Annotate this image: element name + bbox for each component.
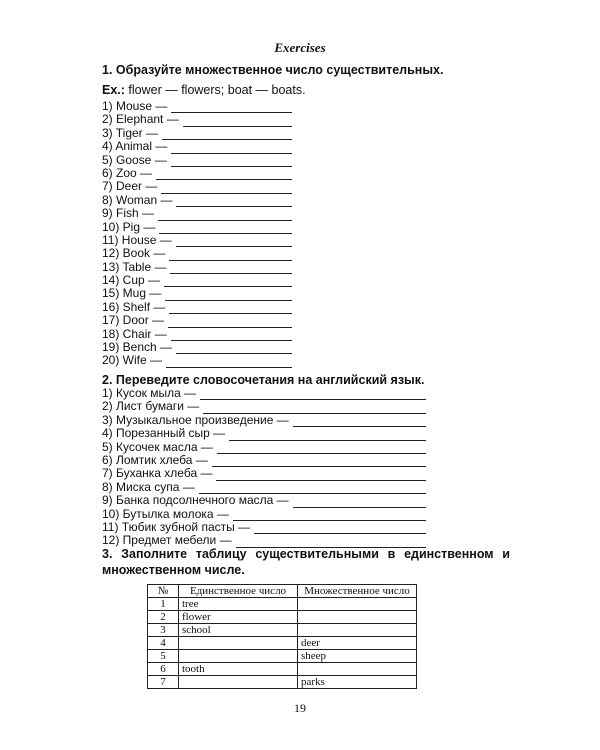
row-number-cell: 5 — [148, 650, 179, 663]
list-item — [102, 427, 426, 440]
item-label: 1) Кусок мыла — — [102, 385, 197, 400]
answer-line[interactable] — [293, 416, 426, 427]
answer-line[interactable] — [176, 196, 292, 207]
list-item — [102, 221, 292, 234]
answer-line[interactable] — [176, 236, 292, 247]
page-title: Exercises — [274, 40, 326, 55]
list-item — [102, 414, 426, 427]
answer-line[interactable] — [171, 330, 292, 341]
singular-cell[interactable] — [179, 637, 298, 650]
column-header: № — [148, 585, 179, 598]
list-item — [102, 328, 292, 341]
example-text: flower — flowers; boat — boats. — [124, 83, 306, 97]
example-label: Ex.: — [102, 83, 125, 97]
item-label: 20) Wife — — [102, 353, 163, 368]
item-label: 6) Ломтик хлеба — — [102, 452, 208, 467]
item-label: 2) Лист бумаги — — [102, 399, 200, 414]
answer-line[interactable] — [217, 443, 426, 454]
list-item — [102, 508, 426, 521]
list-item — [102, 314, 292, 327]
plural-cell[interactable]: sheep — [298, 650, 417, 663]
answer-line[interactable] — [159, 223, 292, 234]
list-item — [102, 100, 292, 113]
answer-line[interactable] — [164, 276, 292, 287]
list-item — [102, 247, 292, 260]
exercise-3-heading: 3. Заполните таблицу существительными в единственном и множественном числе. — [102, 547, 510, 577]
answer-line[interactable] — [254, 523, 426, 534]
item-label: 3) Tiger — — [102, 125, 159, 140]
answer-line[interactable] — [166, 357, 292, 368]
list-item — [102, 400, 426, 413]
list-item — [102, 521, 426, 534]
answer-line[interactable] — [169, 250, 292, 261]
plural-cell[interactable]: deer — [298, 637, 417, 650]
page-number: 19 — [294, 701, 306, 715]
list-item — [102, 113, 292, 126]
list-item — [102, 454, 426, 467]
row-number-cell: 6 — [148, 663, 179, 676]
table-header-row — [148, 585, 417, 598]
exercise-1-example — [102, 83, 306, 97]
item-label: 3) Музыкальное произведение — — [102, 412, 289, 427]
answer-line[interactable] — [233, 510, 426, 521]
row-number-cell: 2 — [148, 611, 179, 624]
answer-line[interactable] — [183, 116, 292, 127]
plural-cell[interactable]: parks — [298, 676, 417, 689]
list-item — [102, 387, 426, 400]
plural-cell[interactable] — [298, 598, 417, 611]
item-label: 12) Book — — [102, 246, 166, 261]
item-label: 8) Миска супа — — [102, 479, 195, 494]
table-row — [148, 637, 417, 650]
item-label: 14) Cup — — [102, 273, 161, 288]
list-item — [102, 140, 292, 153]
answer-line[interactable] — [216, 470, 426, 481]
item-label: 10) Бутылка молока — — [102, 506, 229, 521]
answer-line[interactable] — [212, 456, 426, 467]
singular-cell[interactable] — [179, 676, 298, 689]
list-item — [102, 494, 426, 507]
item-label: 6) Zoo — — [102, 165, 153, 180]
item-label: 9) Fish — — [102, 206, 155, 221]
table-row — [148, 663, 417, 676]
exercise-2-heading: 2. Переведите словосочетания на английский язык. — [102, 373, 425, 387]
exercise-1-list — [102, 100, 292, 368]
table-row — [148, 611, 417, 624]
plural-cell[interactable] — [298, 611, 417, 624]
item-label: 11) Тюбик зубной пасты — — [102, 519, 251, 534]
exercise-2-list — [102, 387, 426, 548]
list-item — [102, 180, 292, 193]
list-item — [102, 234, 292, 247]
list-item — [102, 127, 292, 140]
table-row — [148, 598, 417, 611]
item-label: 10) Pig — — [102, 219, 156, 234]
answer-line[interactable] — [156, 169, 292, 180]
exercise-1-heading: 1. Образуйте множественное число существительных. — [102, 63, 444, 77]
list-item — [102, 467, 426, 480]
list-item — [102, 341, 292, 354]
answer-line[interactable] — [171, 156, 292, 167]
row-number-cell: 3 — [148, 624, 179, 637]
item-label: 2) Elephant — — [102, 112, 179, 127]
item-label: 11) House — — [102, 232, 172, 247]
item-label: 8) Woman — — [102, 192, 173, 207]
answer-line[interactable] — [161, 183, 292, 194]
noun-table — [147, 584, 417, 689]
list-item — [102, 301, 292, 314]
list-item — [102, 207, 292, 220]
list-item — [102, 354, 292, 367]
item-label: 7) Буханка хлеба — — [102, 466, 213, 481]
row-number-cell: 1 — [148, 598, 179, 611]
plural-cell[interactable] — [298, 663, 417, 676]
singular-cell[interactable]: tooth — [179, 663, 298, 676]
item-label: 19) Bench — — [102, 340, 173, 355]
item-label: 15) Mug — — [102, 286, 162, 301]
singular-cell[interactable] — [179, 650, 298, 663]
answer-line[interactable] — [170, 263, 292, 274]
answer-line[interactable] — [171, 102, 292, 113]
answer-line[interactable] — [176, 343, 292, 354]
list-item — [102, 154, 292, 167]
answer-line[interactable] — [200, 389, 426, 400]
answer-line[interactable] — [293, 497, 426, 508]
answer-line[interactable] — [168, 317, 292, 328]
answer-line[interactable] — [169, 303, 292, 314]
item-label: 9) Банка подсолнечного масла — — [102, 493, 289, 508]
item-label: 5) Goose — — [102, 152, 167, 167]
row-number-cell: 4 — [148, 637, 179, 650]
list-item — [102, 261, 292, 274]
item-label: 5) Кусочек масла — — [102, 439, 213, 454]
answer-line[interactable] — [171, 143, 292, 154]
item-label: 12) Предмет мебели — — [102, 533, 232, 548]
list-item — [102, 287, 292, 300]
column-header: Множественное число — [298, 585, 417, 598]
table-row — [148, 624, 417, 637]
answer-line[interactable] — [158, 210, 292, 221]
item-label: 17) Door — — [102, 313, 165, 328]
singular-cell[interactable]: tree — [179, 598, 298, 611]
list-item — [102, 274, 292, 287]
column-header: Единственное число — [179, 585, 298, 598]
item-label: 13) Table — — [102, 259, 167, 274]
table-row — [148, 650, 417, 663]
plural-cell[interactable] — [298, 624, 417, 637]
answer-line[interactable] — [165, 290, 292, 301]
item-label: 7) Deer — — [102, 179, 158, 194]
list-item — [102, 441, 426, 454]
item-label: 16) Shelf — — [102, 299, 166, 314]
answer-line[interactable] — [229, 430, 426, 441]
item-label: 4) Animal — — [102, 139, 168, 154]
list-item — [102, 194, 292, 207]
list-item — [102, 167, 292, 180]
answer-line[interactable] — [162, 129, 292, 140]
row-number-cell: 7 — [148, 676, 179, 689]
item-label: 4) Порезанный сыр — — [102, 426, 226, 441]
item-label: 1) Mouse — — [102, 98, 168, 113]
singular-cell[interactable]: school — [179, 624, 298, 637]
item-label: 18) Chair — — [102, 326, 167, 341]
list-item — [102, 481, 426, 494]
table-row — [148, 676, 417, 689]
singular-cell[interactable]: flower — [179, 611, 298, 624]
